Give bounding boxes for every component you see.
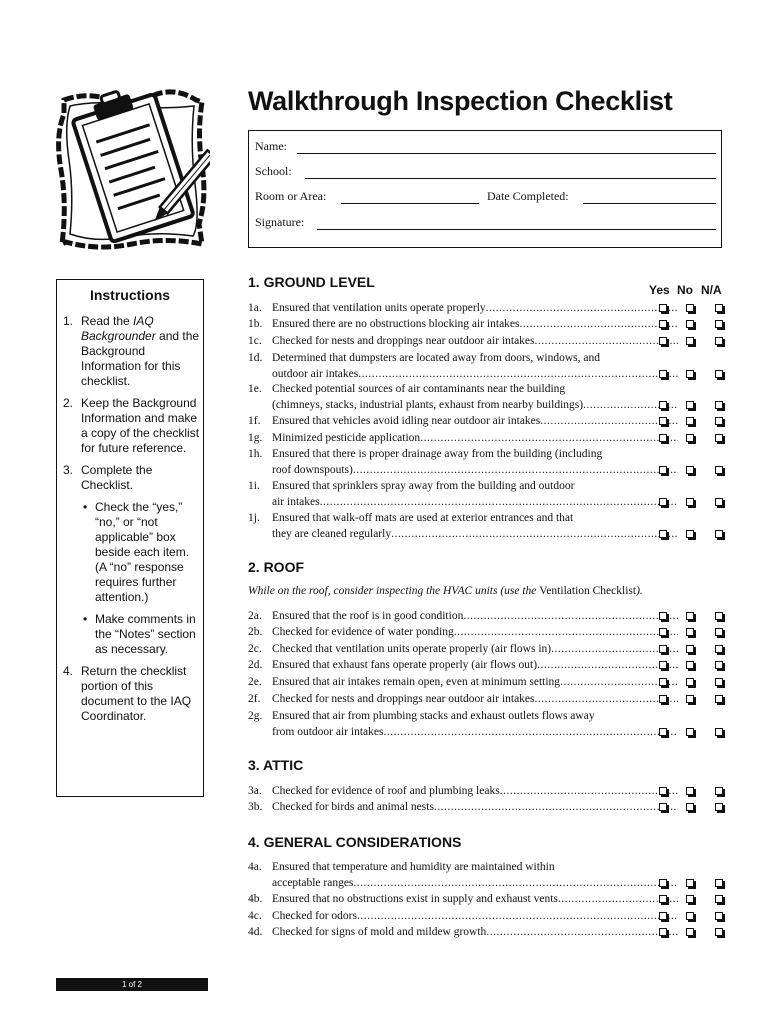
leader-dots — [520, 316, 679, 332]
leader-dots — [463, 608, 678, 624]
item-text: Checked for nests and droppings near outdoor air intakes — [272, 335, 535, 347]
leader-dots — [535, 691, 678, 707]
no-checkbox[interactable] — [686, 612, 694, 620]
instruction-step-4: 4. Return the checklist portion of this document to the IAQ Coordinator. — [63, 664, 192, 723]
item-number: 1i. — [248, 480, 260, 492]
na-checkbox[interactable] — [715, 928, 723, 936]
item-number: 2e. — [248, 676, 262, 688]
na-checkbox[interactable] — [715, 695, 723, 703]
checklist-item-1i — [248, 478, 728, 510]
item-text: from outdoor air intakes — [272, 726, 384, 738]
checklist-item-4b — [248, 891, 728, 907]
no-checkbox[interactable] — [686, 401, 694, 409]
checklist-item-1h — [248, 446, 728, 478]
item-text: Checked for evidence of roof and plumbing leaks — [272, 785, 500, 797]
no-checkbox[interactable] — [686, 645, 694, 653]
yes-checkbox[interactable] — [659, 304, 667, 312]
no-checkbox[interactable] — [686, 879, 694, 887]
item-number: 4b. — [248, 893, 263, 905]
checklist-item-1b — [248, 316, 728, 332]
item-text: roof downspouts) — [272, 464, 353, 476]
yes-checkbox[interactable] — [659, 678, 667, 686]
leader-dots — [353, 462, 678, 478]
yes-checkbox[interactable] — [659, 466, 667, 474]
yes-checkbox[interactable] — [659, 661, 667, 669]
instruction-substep-notes: • Make comments in the “Notes” section as necessary. — [83, 612, 196, 656]
item-number: 1g. — [248, 432, 263, 444]
yes-checkbox[interactable] — [659, 434, 667, 442]
na-checkbox[interactable] — [715, 879, 723, 887]
school-field[interactable] — [305, 178, 716, 179]
section-heading-roof: 2. ROOF — [248, 559, 305, 575]
name-field[interactable] — [297, 153, 716, 154]
no-checkbox[interactable] — [686, 803, 694, 811]
na-checkbox[interactable] — [715, 661, 723, 669]
na-checkbox[interactable] — [715, 787, 723, 795]
no-checkbox[interactable] — [686, 895, 694, 903]
item-text: Ensured that there is proper drainage away from the building (including — [272, 448, 603, 460]
date-label: Date Completed: — [487, 189, 569, 203]
checklist-item-4c — [248, 908, 728, 924]
checklist-item-1d — [248, 350, 728, 382]
no-checkbox[interactable] — [686, 320, 694, 328]
item-number: 4c. — [248, 910, 262, 922]
item-text: outdoor air intakes — [272, 368, 359, 380]
item-number: 1j. — [248, 512, 260, 524]
checklist-item-2d — [248, 657, 728, 673]
yes-checkbox[interactable] — [659, 401, 667, 409]
leader-dots — [391, 526, 678, 542]
item-text: Ensured that walk-off mats are used at exterior entrances and that — [272, 512, 574, 524]
item-text: Checked for evidence of water ponding — [272, 626, 454, 638]
item-text: air intakes — [272, 496, 320, 508]
na-checkbox[interactable] — [715, 304, 723, 312]
page-number: 1 of 2 — [56, 978, 208, 991]
checklist-item-2b — [248, 624, 728, 640]
instruction-step-1: 1. Read the IAQ Backgrounder and the Background Information for this checklist. — [63, 314, 200, 388]
no-checkbox[interactable] — [686, 530, 694, 538]
item-number: 2d. — [248, 659, 263, 671]
item-text: Checked for nests and droppings near outdoor air intakes — [272, 693, 535, 705]
instruction-step-2: 2. Keep the Background Information and make a copy of the checklist for future reference. — [63, 396, 200, 455]
yes-checkbox[interactable] — [659, 728, 667, 736]
leader-dots — [434, 799, 678, 815]
item-number: 2c. — [248, 643, 262, 655]
no-checkbox[interactable] — [686, 370, 694, 378]
section-heading-ground-level: 1. GROUND LEVEL — [248, 274, 375, 290]
item-text: Ensured that no obstructions exist in supply and exhaust vents — [272, 893, 558, 905]
checklist-item-1j — [248, 510, 728, 542]
leader-dots — [383, 724, 678, 740]
leader-dots — [353, 875, 678, 891]
na-checkbox[interactable] — [715, 895, 723, 903]
item-text: (chimneys, stacks, industrial plants, exhaust from nearby buildings) — [272, 399, 584, 411]
column-yes: Yes — [649, 283, 670, 297]
na-checkbox[interactable] — [715, 320, 723, 328]
yes-checkbox[interactable] — [659, 803, 667, 811]
na-checkbox[interactable] — [715, 728, 723, 736]
no-checkbox[interactable] — [686, 434, 694, 442]
room-field[interactable] — [341, 203, 479, 204]
item-number: 1a. — [248, 302, 262, 314]
checklist-item-2c — [248, 641, 728, 657]
checklist-item-2g — [248, 708, 728, 740]
leader-dots — [320, 494, 678, 510]
leader-dots — [420, 430, 678, 446]
na-checkbox[interactable] — [715, 628, 723, 636]
checklist-item-1f — [248, 413, 728, 429]
no-checkbox[interactable] — [686, 337, 694, 345]
yes-checkbox[interactable] — [659, 628, 667, 636]
no-checkbox[interactable] — [686, 417, 694, 425]
checklist-item-2f — [248, 691, 728, 707]
yes-checkbox[interactable] — [659, 912, 667, 920]
no-checkbox[interactable] — [686, 928, 694, 936]
page-title: Walkthrough Inspection Checklist — [248, 86, 673, 116]
room-label: Room or Area: — [255, 189, 327, 203]
section-heading-attic: 3. ATTIC — [248, 757, 304, 773]
no-checkbox[interactable] — [686, 628, 694, 636]
item-text: Ensured that air intakes remain open, even at minimum setting — [272, 676, 561, 688]
na-checkbox[interactable] — [715, 498, 723, 506]
checklist-item-4d — [248, 924, 728, 940]
leader-dots — [537, 657, 678, 673]
signature-label: Signature: — [255, 215, 305, 229]
leader-dots — [486, 300, 678, 316]
leader-dots — [540, 413, 678, 429]
na-checkbox[interactable] — [715, 434, 723, 442]
yes-checkbox[interactable] — [659, 370, 667, 378]
checklist-item-4a — [248, 859, 728, 891]
no-checkbox[interactable] — [686, 466, 694, 474]
item-number: 2f. — [248, 693, 261, 705]
item-number: 4d. — [248, 926, 263, 938]
yes-checkbox[interactable] — [659, 530, 667, 538]
no-checkbox[interactable] — [686, 678, 694, 686]
na-checkbox[interactable] — [715, 803, 723, 811]
item-number: 1f. — [248, 415, 261, 427]
na-checkbox[interactable] — [715, 337, 723, 345]
yes-checkbox[interactable] — [659, 337, 667, 345]
item-number: 1b. — [248, 318, 263, 330]
date-field[interactable] — [583, 203, 716, 204]
item-number: 1e. — [248, 383, 262, 395]
roof-note: While on the roof, consider inspecting the HVAC units (use the Ventilation Checklist). — [248, 585, 643, 597]
item-number: 2g. — [248, 710, 263, 722]
checklist-item-3a — [248, 783, 728, 799]
yes-checkbox[interactable] — [659, 879, 667, 887]
na-checkbox[interactable] — [715, 370, 723, 378]
checklist-item-1g — [248, 430, 728, 446]
item-number: 1c. — [248, 335, 262, 347]
item-number: 2b. — [248, 626, 263, 638]
na-checkbox[interactable] — [715, 401, 723, 409]
no-checkbox[interactable] — [686, 728, 694, 736]
item-text: they are cleaned regularly — [272, 528, 392, 540]
item-text: Checked for signs of mold and mildew growth — [272, 926, 487, 938]
leader-dots — [486, 924, 678, 940]
item-text: Ensured that vehicles avoid idling near outdoor air intakes — [272, 415, 541, 427]
item-text: Determined that dumpsters are located away from doors, windows, and — [272, 352, 600, 364]
instruction-step-3: 3. Complete the Checklist. • Check the “yes,” “no,” or “not applicable” box beside each item. (A “no” response requires further attention.) • Make comments in the “Notes” section as necessary. — [63, 463, 201, 657]
item-text: Ensured that air from plumbing stacks and exhaust outlets flows away — [272, 710, 595, 722]
item-number: 3b. — [248, 801, 263, 813]
item-text: acceptable ranges — [272, 877, 354, 889]
name-label: Name: — [255, 139, 287, 153]
column-na: N/A — [701, 283, 722, 297]
item-text: Ensured that ventilation units operate properly — [272, 302, 486, 314]
leader-dots — [500, 783, 678, 799]
instructions-list — [63, 314, 201, 731]
item-text: Ensured that sprinklers spray away from the building and outdoor — [272, 480, 575, 492]
checklist-item-2e — [248, 674, 728, 690]
item-number: 4a. — [248, 861, 262, 873]
item-number: 1h. — [248, 448, 263, 460]
item-number: 3a. — [248, 785, 262, 797]
checklist-item-1a — [248, 300, 728, 316]
na-checkbox[interactable] — [715, 466, 723, 474]
no-checkbox[interactable] — [686, 498, 694, 506]
checklist-item-2a — [248, 608, 728, 624]
item-text: Ensured that exhaust fans operate properly (air flows out) — [272, 659, 538, 671]
yes-checkbox[interactable] — [659, 928, 667, 936]
leader-dots — [454, 624, 678, 640]
yes-checkbox[interactable] — [659, 895, 667, 903]
yes-checkbox[interactable] — [659, 612, 667, 620]
leader-dots — [357, 908, 678, 924]
room-date-row — [255, 189, 716, 205]
clipboard-illustration-icon — [56, 74, 210, 250]
item-text: Checked for odors — [272, 910, 357, 922]
item-text: Ensured that temperature and humidity are maintained within — [272, 861, 555, 873]
item-text: Ensured that the roof is in good condition — [272, 610, 464, 622]
na-checkbox[interactable] — [715, 417, 723, 425]
yes-checkbox[interactable] — [659, 498, 667, 506]
item-text: Checked potential sources of air contaminants near the building — [272, 383, 566, 395]
column-headers — [640, 283, 740, 299]
instructions-title: Instructions — [89, 287, 171, 303]
no-checkbox[interactable] — [686, 695, 694, 703]
name-row — [255, 139, 716, 155]
school-label: School: — [255, 164, 292, 178]
leader-dots — [358, 366, 678, 382]
section-heading-general-considerations: 4. GENERAL CONSIDERATIONS — [248, 834, 462, 850]
signature-field[interactable] — [317, 229, 716, 230]
no-checkbox[interactable] — [686, 912, 694, 920]
checklist-item-1e — [248, 381, 728, 413]
item-text: Ensured there are no obstructions blocking air intakes — [272, 318, 520, 330]
no-checkbox[interactable] — [686, 304, 694, 312]
na-checkbox[interactable] — [715, 678, 723, 686]
na-checkbox[interactable] — [715, 912, 723, 920]
column-no: No — [677, 283, 693, 297]
item-text: Minimized pesticide application — [272, 432, 421, 444]
instruction-substep-check: • Check the “yes,” “no,” or “not applicable” box beside each item. (A “no” response requires further attention.) — [83, 500, 190, 604]
yes-checkbox[interactable] — [659, 320, 667, 328]
info-box — [248, 130, 722, 248]
no-checkbox[interactable] — [686, 661, 694, 669]
leader-dots — [535, 333, 678, 349]
yes-checkbox[interactable] — [659, 417, 667, 425]
no-checkbox[interactable] — [686, 787, 694, 795]
yes-checkbox[interactable] — [659, 787, 667, 795]
instructions-box — [56, 279, 204, 797]
item-text: Checked that ventilation units operate properly (air flows in) — [272, 643, 552, 655]
item-number: 2a. — [248, 610, 262, 622]
item-number: 1d. — [248, 352, 263, 364]
na-checkbox[interactable] — [715, 645, 723, 653]
na-checkbox[interactable] — [715, 530, 723, 538]
yes-checkbox[interactable] — [659, 645, 667, 653]
yes-checkbox[interactable] — [659, 695, 667, 703]
signature-row — [255, 215, 716, 231]
school-row — [255, 164, 716, 180]
na-checkbox[interactable] — [715, 612, 723, 620]
checklist-item-1c — [248, 333, 728, 349]
item-text: Checked for birds and animal nests — [272, 801, 434, 813]
checklist-item-3b — [248, 799, 728, 815]
